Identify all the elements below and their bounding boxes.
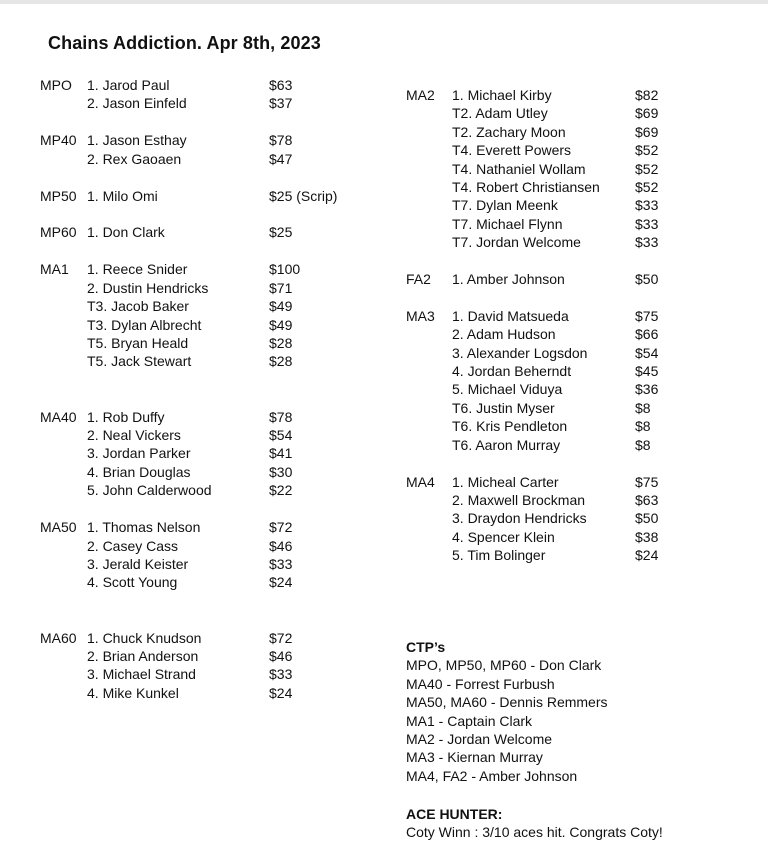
ctp-line: MA50, MA60 - Dennis Remmers bbox=[406, 694, 608, 711]
result-row bbox=[406, 528, 736, 546]
player-place-name: 1. Don Clark bbox=[87, 224, 165, 241]
player-place-name: 1. Jarod Paul bbox=[87, 77, 170, 93]
left-results-column bbox=[40, 76, 370, 702]
prize-amount: $33 bbox=[635, 197, 659, 214]
player-place-name: 4. Scott Young bbox=[87, 574, 178, 591]
result-row bbox=[406, 307, 736, 325]
player-place-name: 1. Micheal Carter bbox=[452, 473, 559, 490]
result-row bbox=[40, 352, 370, 370]
player-place-name: T2. Zachary Moon bbox=[452, 123, 566, 140]
result-row bbox=[406, 380, 736, 398]
prize-amount: $75 bbox=[635, 307, 659, 324]
prize-amount: $52 bbox=[635, 178, 659, 195]
result-row bbox=[406, 344, 736, 362]
prize-amount: $52 bbox=[635, 142, 659, 159]
prize-amount: $8 bbox=[635, 436, 651, 453]
division-ma2 bbox=[406, 86, 736, 252]
result-row bbox=[406, 123, 736, 141]
result-row bbox=[406, 325, 736, 343]
prize-amount: $49 bbox=[269, 298, 293, 315]
division-code: MA60 bbox=[40, 629, 77, 646]
player-place-name: 3. Draydon Hendricks bbox=[452, 510, 587, 527]
player-place-name: 1. Thomas Nelson bbox=[87, 519, 201, 536]
prize-amount: $22 bbox=[269, 482, 293, 499]
prize-amount: $36 bbox=[635, 381, 659, 398]
ctp-line: MA1 - Captain Clark bbox=[406, 712, 533, 729]
result-row bbox=[40, 518, 370, 536]
ace-hunter-section bbox=[406, 805, 663, 842]
prize-amount: $50 bbox=[635, 510, 659, 527]
result-row bbox=[406, 270, 736, 288]
division-code: MA2 bbox=[406, 87, 435, 103]
result-row bbox=[40, 297, 370, 315]
ctp-line: MPO, MP50, MP60 - Don Clark bbox=[406, 657, 602, 674]
player-place-name: 1. Amber Johnson bbox=[452, 271, 565, 288]
ace-hunter-heading: ACE HUNTER: bbox=[406, 806, 503, 822]
prize-amount: $71 bbox=[269, 279, 293, 296]
player-place-name: 4. Jordan Beherndt bbox=[452, 363, 572, 380]
prize-amount: $38 bbox=[635, 528, 659, 545]
ctp-heading: CTP’s bbox=[406, 639, 446, 655]
player-place-name: 2. Maxwell Brockman bbox=[452, 491, 586, 508]
division-mp50 bbox=[40, 187, 370, 205]
player-place-name: T7. Michael Flynn bbox=[452, 215, 563, 232]
result-row bbox=[40, 665, 370, 683]
result-row bbox=[40, 94, 370, 112]
division-ma3 bbox=[406, 307, 736, 454]
result-row bbox=[406, 546, 736, 564]
page-title: Chains Addiction. Apr 8th, 2023 bbox=[48, 33, 321, 53]
result-row bbox=[406, 362, 736, 380]
result-row bbox=[406, 104, 736, 122]
prize-amount: $28 bbox=[269, 334, 293, 351]
division-code: MPO bbox=[40, 77, 72, 93]
result-row bbox=[40, 629, 370, 647]
prize-amount: $52 bbox=[635, 160, 659, 177]
prize-amount: $28 bbox=[269, 353, 293, 370]
division-ma4 bbox=[406, 473, 736, 565]
division-mp40 bbox=[40, 131, 370, 168]
player-place-name: 2. Brian Anderson bbox=[87, 648, 199, 665]
division-code: MA1 bbox=[40, 261, 69, 278]
page-top-edge bbox=[0, 0, 768, 4]
prize-amount: $24 bbox=[635, 547, 659, 564]
ctp-line: MA4, FA2 - Amber Johnson bbox=[406, 767, 578, 784]
player-place-name: 1. Reece Snider bbox=[87, 261, 188, 278]
division-code: MP60 bbox=[40, 224, 77, 241]
result-row bbox=[40, 223, 370, 241]
result-row bbox=[40, 481, 370, 499]
player-place-name: 4. Brian Douglas bbox=[87, 463, 191, 480]
ctp-line: MA40 - Forrest Furbush bbox=[406, 675, 555, 692]
player-place-name: T6. Justin Myser bbox=[452, 399, 555, 416]
result-row bbox=[406, 473, 736, 491]
result-row bbox=[406, 509, 736, 527]
result-row bbox=[406, 399, 736, 417]
division-code: MP40 bbox=[40, 132, 77, 149]
result-row bbox=[406, 491, 736, 509]
division-ma1 bbox=[40, 260, 370, 370]
result-row bbox=[40, 408, 370, 426]
prize-amount: $49 bbox=[269, 316, 293, 333]
player-place-name: 2. Rex Gaoaen bbox=[87, 150, 182, 167]
ctp-line: MA3 - Kiernan Murray bbox=[406, 749, 543, 766]
prize-amount: $63 bbox=[269, 77, 293, 93]
player-place-name: T5. Bryan Heald bbox=[87, 334, 189, 351]
result-row bbox=[40, 573, 370, 591]
result-row bbox=[40, 334, 370, 352]
prize-amount: $33 bbox=[269, 666, 293, 683]
prize-amount: $45 bbox=[635, 363, 659, 380]
result-row bbox=[40, 316, 370, 334]
player-place-name: 2. Casey Cass bbox=[87, 537, 179, 554]
prize-amount: $54 bbox=[269, 427, 293, 444]
result-row bbox=[406, 233, 736, 251]
result-row bbox=[406, 160, 736, 178]
prize-amount: $82 bbox=[635, 87, 659, 103]
player-place-name: 2. Adam Hudson bbox=[452, 326, 556, 343]
result-row bbox=[40, 555, 370, 573]
prize-amount: $24 bbox=[269, 574, 293, 591]
prize-amount: $50 bbox=[635, 271, 659, 288]
prize-amount: $66 bbox=[635, 326, 659, 343]
player-place-name: 1. Jason Esthay bbox=[87, 132, 187, 149]
player-place-name: T7. Jordan Welcome bbox=[452, 234, 581, 251]
player-place-name: 2. Jason Einfeld bbox=[87, 95, 187, 112]
division-ma60 bbox=[40, 629, 370, 703]
player-place-name: 5. John Calderwood bbox=[87, 482, 212, 499]
ctp-section bbox=[406, 638, 608, 785]
division-code: MA4 bbox=[406, 473, 435, 490]
result-row bbox=[40, 279, 370, 297]
prize-amount: $41 bbox=[269, 445, 293, 462]
ctp-line: MA2 - Jordan Welcome bbox=[406, 730, 553, 747]
player-place-name: T2. Adam Utley bbox=[452, 105, 548, 122]
prize-amount: $8 bbox=[635, 418, 651, 435]
player-place-name: 1. David Matsueda bbox=[452, 307, 569, 324]
player-place-name: T6. Aaron Murray bbox=[452, 436, 561, 453]
prize-amount: $78 bbox=[269, 132, 293, 149]
division-mpo bbox=[40, 76, 370, 113]
result-row bbox=[40, 444, 370, 462]
prize-amount: $33 bbox=[269, 555, 293, 572]
prize-amount: $78 bbox=[269, 408, 293, 425]
prize-amount: $8 bbox=[635, 399, 651, 416]
result-row bbox=[40, 187, 370, 205]
prize-amount: $24 bbox=[269, 684, 293, 701]
player-place-name: 5. Michael Viduya bbox=[452, 381, 563, 398]
prize-amount: $33 bbox=[635, 215, 659, 232]
result-row bbox=[406, 141, 736, 159]
player-place-name: T4. Nathaniel Wollam bbox=[452, 160, 586, 177]
player-place-name: T3. Dylan Albrecht bbox=[87, 316, 202, 333]
player-place-name: T7. Dylan Meenk bbox=[452, 197, 558, 214]
prize-amount: $25 (Scrip) bbox=[269, 187, 338, 204]
result-row bbox=[40, 76, 370, 94]
prize-amount: $100 bbox=[269, 261, 301, 278]
result-row bbox=[40, 684, 370, 702]
prize-amount: $63 bbox=[635, 491, 659, 508]
prize-amount: $37 bbox=[269, 95, 293, 112]
ace-hunter-line: Coty Winn : 3/10 aces hit. Congrats Coty! bbox=[406, 824, 663, 841]
player-place-name: 1. Rob Duffy bbox=[87, 408, 165, 425]
prize-amount: $33 bbox=[635, 234, 659, 251]
result-row bbox=[40, 426, 370, 444]
player-place-name: 4. Mike Kunkel bbox=[87, 684, 179, 701]
result-row bbox=[406, 196, 736, 214]
player-place-name: 1. Milo Omi bbox=[87, 187, 158, 204]
right-results-column bbox=[406, 86, 736, 564]
prize-amount: $72 bbox=[269, 629, 293, 646]
player-place-name: 5. Tim Bolinger bbox=[452, 547, 546, 564]
player-place-name: T4. Robert Christiansen bbox=[452, 178, 600, 195]
division-code: FA2 bbox=[406, 271, 431, 288]
result-row bbox=[406, 215, 736, 233]
division-code: MP50 bbox=[40, 187, 77, 204]
prize-amount: $47 bbox=[269, 150, 293, 167]
player-place-name: T4. Everett Powers bbox=[452, 142, 572, 159]
prize-amount: $69 bbox=[635, 123, 659, 140]
prize-amount: $72 bbox=[269, 519, 293, 536]
player-place-name: 3. Alexander Logsdon bbox=[452, 344, 588, 361]
division-code: MA50 bbox=[40, 519, 77, 536]
player-place-name: T5. Jack Stewart bbox=[87, 353, 192, 370]
prize-amount: $30 bbox=[269, 463, 293, 480]
result-row bbox=[406, 436, 736, 454]
player-place-name: 2. Dustin Hendricks bbox=[87, 279, 209, 296]
division-code: MA3 bbox=[406, 307, 435, 324]
result-row bbox=[40, 463, 370, 481]
result-row bbox=[406, 86, 736, 104]
prize-amount: $69 bbox=[635, 105, 659, 122]
player-place-name: 1. Michael Kirby bbox=[452, 87, 552, 103]
result-row bbox=[406, 178, 736, 196]
prize-amount: $46 bbox=[269, 537, 293, 554]
prize-amount: $75 bbox=[635, 473, 659, 490]
player-place-name: 3. Michael Strand bbox=[87, 666, 196, 683]
division-code: MA40 bbox=[40, 408, 77, 425]
result-row bbox=[40, 260, 370, 278]
player-place-name: T6. Kris Pendleton bbox=[452, 418, 568, 435]
result-row bbox=[40, 537, 370, 555]
player-place-name: 3. Jordan Parker bbox=[87, 445, 191, 462]
player-place-name: 3. Jerald Keister bbox=[87, 555, 189, 572]
division-mp60 bbox=[40, 223, 370, 241]
prize-amount: $54 bbox=[635, 344, 659, 361]
player-place-name: 4. Spencer Klein bbox=[452, 528, 555, 545]
result-row bbox=[406, 417, 736, 435]
division-fa2 bbox=[406, 270, 736, 288]
player-place-name: T3. Jacob Baker bbox=[87, 298, 189, 315]
division-ma50 bbox=[40, 518, 370, 592]
player-place-name: 1. Chuck Knudson bbox=[87, 629, 202, 646]
result-row bbox=[40, 647, 370, 665]
result-row bbox=[40, 131, 370, 149]
player-place-name: 2. Neal Vickers bbox=[87, 427, 181, 444]
prize-amount: $46 bbox=[269, 648, 293, 665]
division-ma40 bbox=[40, 408, 370, 500]
prize-amount: $25 bbox=[269, 224, 293, 241]
result-row bbox=[40, 150, 370, 168]
